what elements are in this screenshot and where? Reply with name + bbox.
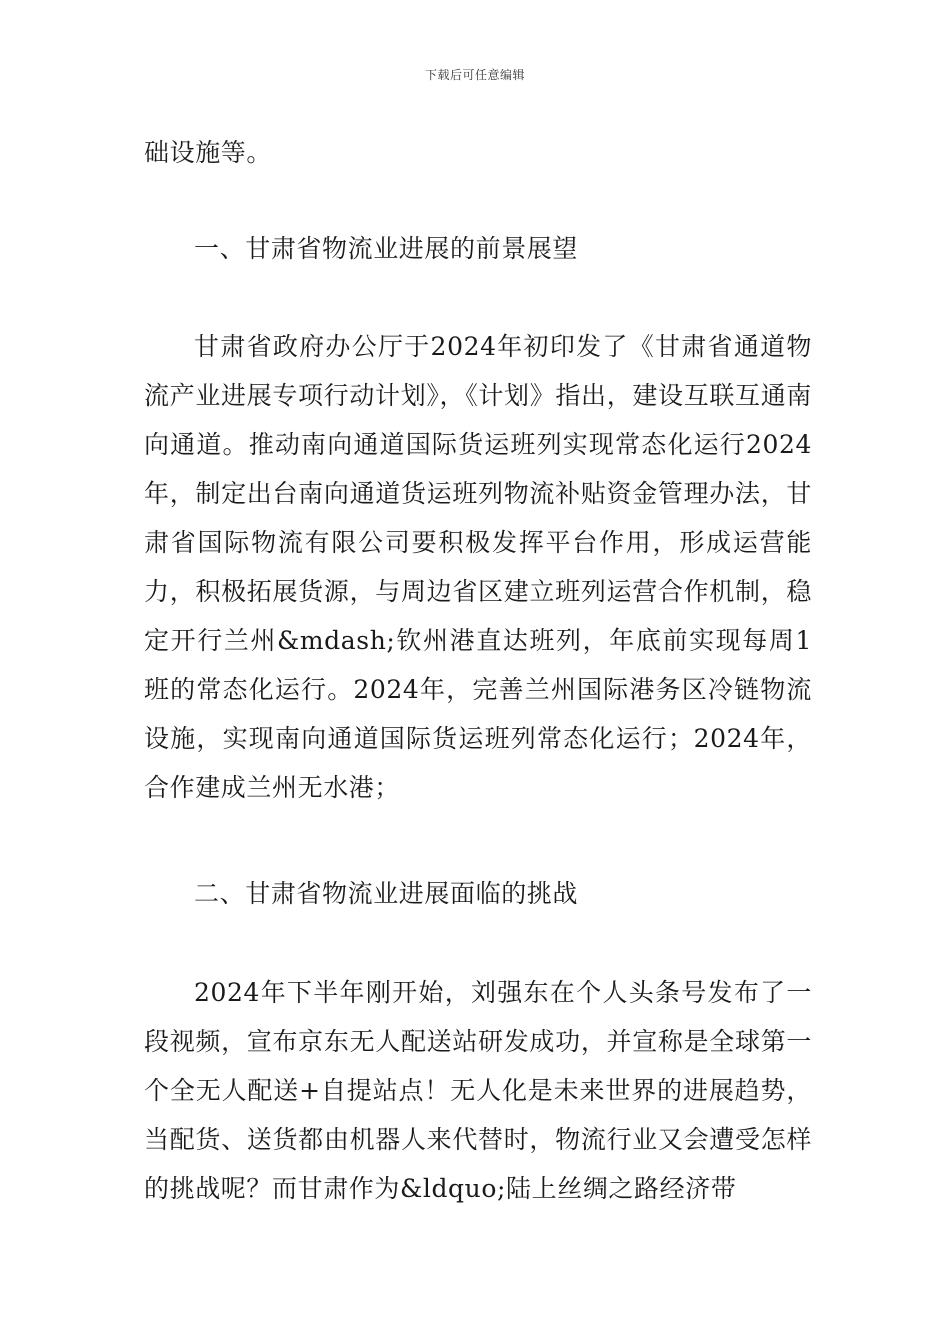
body-paragraph-2: 2024年下半年刚开始，刘强东在个人头条号发布了一段视频，宣布京东无人配送站研发成功，并宣称是全球第一个全无人配送+自提站点！无人化是未来世界的进展趋势，当配货、送货都由机器人来代替时，物流行业又会遭受怎样的挑战呢？而甘肃作为&ldquo;陆上丝绸之路经济带	[144, 978, 812, 1203]
section-heading-1: 一、甘肃省物流业进展的前景展望	[194, 234, 579, 263]
section-heading-2: 二、甘肃省物流业进展面临的挑战	[194, 879, 579, 908]
continuation-paragraph: 础设施等。	[144, 138, 273, 167]
header-note: 下载后可任意编辑	[424, 68, 525, 82]
body-paragraph-1: 甘肃省政府办公厅于2024年初印发了《甘肃省通道物流产业进展专项行动计划》，《计划》指出，建设互联互通南向通道。推动南向通道国际货运班列实现常态化运行2024年，制定出台南向通道货运班列物流补贴资金管理办法，甘肃省国际物流有限公司要积极发挥平台作用，形成运营能力，积极拓展货源，与周边省区建立班列运营合作机制，稳定开行兰州&mdash;钦州港直达班列，年底前实现每周1班的常态化运行。2024年，完善兰州国际港务区冷链物流设施，实现南向通道国际货运班列常态化运行；2024年，合作建成兰州无水港；	[144, 332, 812, 802]
